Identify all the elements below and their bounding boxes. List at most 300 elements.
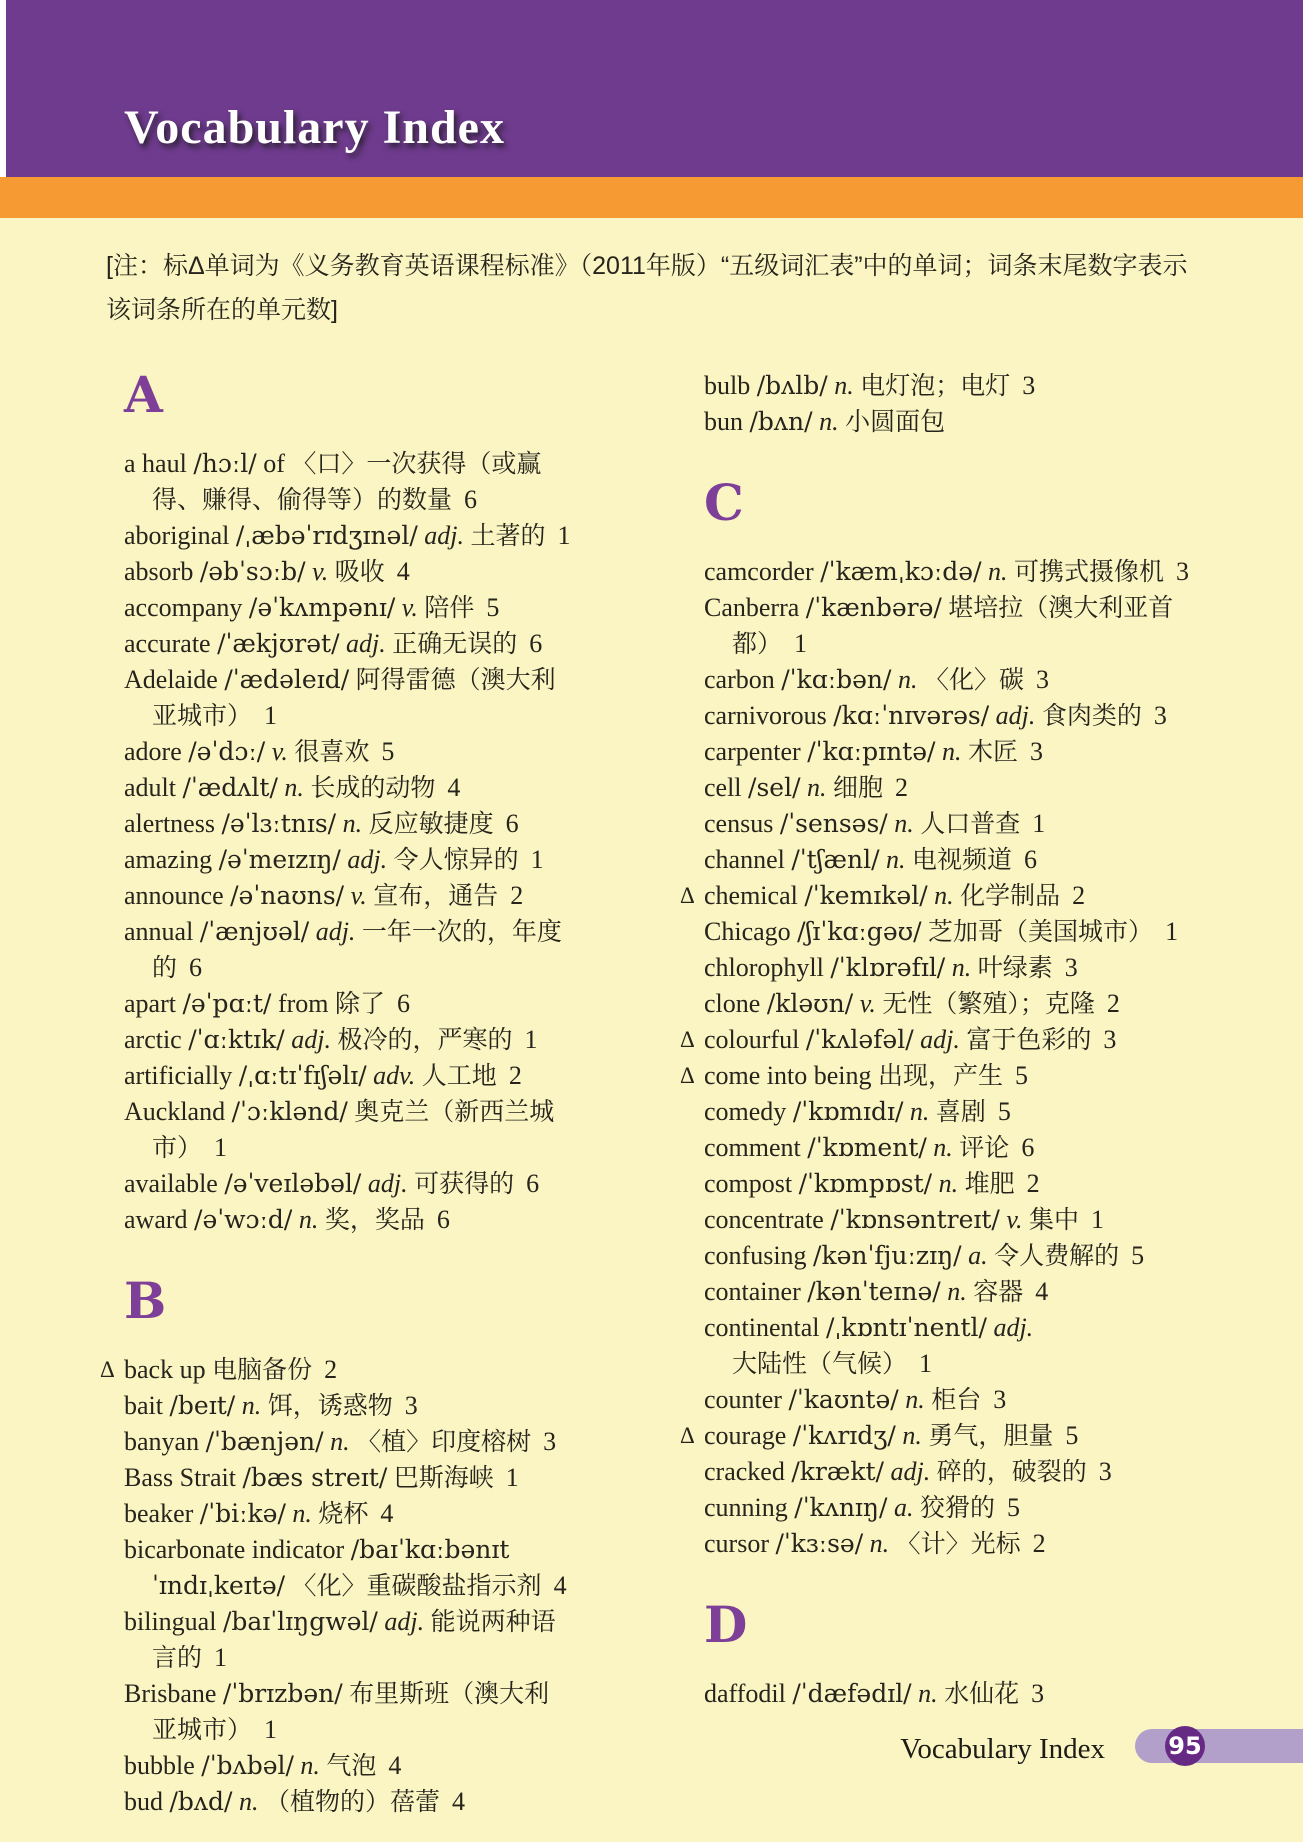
section-letter-D: D — [704, 1595, 748, 1654]
entry-word: cracked — [704, 1457, 785, 1486]
delta-marker: Δ — [100, 1357, 115, 1382]
delta-marker: Δ — [680, 1423, 695, 1448]
entry-word: amazing — [124, 845, 213, 874]
entry-word: beaker — [124, 1499, 194, 1528]
entry-word: counter — [704, 1385, 782, 1414]
entry-gloss: 陪伴 — [424, 593, 475, 622]
entry-pos: n. — [330, 1427, 350, 1456]
entry-ipa: /kənˈteɪnə/ — [807, 1277, 941, 1306]
entry-word: aboriginal — [124, 521, 230, 550]
vocab-entry — [704, 1094, 1209, 1130]
entry-pos: n. — [947, 1277, 967, 1306]
entry-ipa: /ˈbænjən/ — [205, 1427, 324, 1456]
vocab-entry — [124, 590, 572, 626]
entry-word: alertness — [124, 809, 215, 838]
delta-marker: Δ — [680, 883, 695, 908]
entry-word: bubble — [124, 1751, 195, 1780]
entry-word: absorb — [124, 557, 194, 586]
entry-word: available — [124, 1169, 218, 1198]
entry-word: Chicago — [704, 917, 791, 946]
entry-unit: 4 — [388, 1751, 402, 1780]
vocab-entry — [124, 1022, 572, 1058]
entry-gloss: 〈化〉重碳酸盐指示剂 — [291, 1571, 542, 1600]
entry-pos: n. — [938, 1169, 959, 1198]
vocab-entry — [124, 1424, 572, 1460]
entry-pos: v. — [859, 989, 876, 1018]
entry-ipa: /ˈædʌlt/ — [182, 773, 278, 802]
entry-word: clone — [704, 989, 761, 1018]
footer-label: Vocabulary Index — [900, 1733, 1105, 1765]
entry-unit: 4 — [447, 773, 461, 802]
entry-ipa: /ˌæbəˈrɪdʒɪnəl/ — [235, 521, 418, 550]
entry-pos: n. — [933, 1133, 953, 1162]
entry-gloss: 电灯泡；电灯 — [860, 371, 1011, 400]
entry-word: carbon — [704, 665, 775, 694]
entry-pos: adj. — [920, 1025, 960, 1054]
entry-pos: v. — [401, 593, 418, 622]
entry-word: bilingual — [124, 1607, 217, 1636]
entry-unit: 2 — [1106, 989, 1120, 1018]
entry-gloss: 烧杯 — [318, 1499, 369, 1528]
entry-pos: a. — [968, 1241, 988, 1270]
vocab-entry — [704, 1490, 1209, 1526]
page-number-pill — [1135, 1729, 1303, 1763]
entry-gloss: 评论 — [959, 1133, 1010, 1162]
entry-word: compost — [704, 1169, 793, 1198]
entry-list — [124, 446, 572, 1238]
entry-gloss: 容器 — [973, 1277, 1024, 1306]
entry-unit: 6 — [529, 629, 543, 658]
entry-unit: 1 — [214, 1133, 228, 1162]
entry-word: concentrate — [704, 1205, 824, 1234]
entry-unit: 2 — [1032, 1529, 1046, 1558]
entry-gloss: 令人费解的 — [994, 1241, 1120, 1270]
vocab-entry — [704, 698, 1209, 734]
entry-unit: 1 — [524, 1025, 538, 1054]
entry-pos: n. — [988, 557, 1008, 586]
entry-gloss: 极冷的，严寒的 — [337, 1025, 513, 1054]
entry-pos: adj. — [291, 1025, 331, 1054]
entry-word: artificially — [124, 1061, 233, 1090]
entry-word: colourful — [704, 1025, 800, 1054]
entry-word: accompany — [124, 593, 243, 622]
entry-unit: 3 — [1103, 1025, 1117, 1054]
entry-word: bud — [124, 1787, 163, 1816]
entry-word: daffodil — [704, 1679, 786, 1708]
entry-unit: 4 — [553, 1571, 567, 1600]
vocab-entry — [100, 1352, 572, 1388]
entry-ipa: /kləʊn/ — [766, 989, 854, 1018]
entry-word: Auckland — [124, 1097, 226, 1126]
orange-stripe — [0, 177, 1303, 218]
entry-pos: n. — [897, 665, 918, 694]
entry-pos: n. — [918, 1679, 938, 1708]
entry-ipa: /ˈkɑːbən/ — [781, 665, 892, 694]
entry-gloss: 〈化〉碳 — [923, 665, 1024, 694]
entry-gloss: 阿得雷德（澳大利亚城市） — [152, 665, 556, 730]
entry-word: bicarbonate indicator — [124, 1535, 345, 1564]
entry-gloss: 人口普查 — [920, 809, 1021, 838]
entry-list — [680, 554, 1209, 1562]
entry-gloss: 奥克兰（新西兰城市） — [152, 1097, 555, 1162]
entry-unit: 1 — [1090, 1205, 1104, 1234]
entry-unit: 3 — [1176, 557, 1190, 586]
vocab-entry — [124, 734, 572, 770]
column-right — [680, 368, 1209, 1712]
vocab-entry — [124, 1166, 572, 1202]
entry-gloss: 长成的动物 — [310, 773, 436, 802]
entry-pos: n. — [905, 1385, 925, 1414]
entry-pos: n. — [834, 371, 854, 400]
vocab-entry — [124, 446, 572, 518]
entry-unit: 6 — [189, 953, 203, 982]
entry-ipa: /ˈkʌləfəl/ — [805, 1025, 914, 1054]
entry-unit: 3 — [1022, 371, 1036, 400]
vocab-entry — [704, 1454, 1209, 1490]
entry-unit: 3 — [543, 1427, 557, 1456]
entry-ipa: /ˈkʌrɪdʒ/ — [792, 1421, 896, 1450]
entry-unit: 3 — [1153, 701, 1167, 730]
entry-gloss: 化学制品 — [960, 881, 1061, 910]
entry-tail: of — [263, 449, 285, 478]
entry-unit: 3 — [1035, 665, 1049, 694]
entry-unit: 2 — [510, 881, 524, 910]
entry-gloss: 芝加哥（美国城市） — [928, 917, 1154, 946]
vocab-entry — [124, 1094, 572, 1166]
entry-word: chlorophyll — [704, 953, 824, 982]
entry-gloss: 土著的 — [470, 521, 546, 550]
entry-ipa: /ʃɪˈkɑːgəʊ/ — [797, 917, 922, 946]
entry-pos: n. — [300, 1751, 320, 1780]
entry-unit: 5 — [997, 1097, 1011, 1126]
entry-ipa: /ˈbʌbəl/ — [201, 1751, 294, 1780]
entry-word: banyan — [124, 1427, 200, 1456]
entry-gloss: 〈植〉印度榕树 — [356, 1427, 532, 1456]
entry-unit: 1 — [557, 521, 571, 550]
entry-pos: adj. — [424, 521, 464, 550]
entry-pos: adj. — [995, 701, 1036, 730]
entry-unit: 5 — [1065, 1421, 1079, 1450]
entry-pos: n. — [807, 773, 827, 802]
entry-gloss: 宣布，通告 — [373, 881, 499, 910]
vocab-entry — [680, 1022, 1209, 1058]
vocab-entry — [124, 1676, 572, 1748]
vocab-entry — [124, 1460, 572, 1496]
entry-unit: 5 — [381, 737, 395, 766]
entry-gloss: 一年一次的，年度的 — [152, 917, 562, 982]
entry-ipa: /krækt/ — [791, 1457, 884, 1486]
vocab-entry — [704, 662, 1209, 698]
vocab-entry — [704, 842, 1209, 878]
entry-unit: 1 — [919, 1349, 933, 1378]
entry-unit: 5 — [1015, 1061, 1029, 1090]
entry-word: arctic — [124, 1025, 182, 1054]
entry-ipa: /ˈsensəs/ — [779, 809, 888, 838]
entry-ipa: /ˈkʌnɪŋ/ — [794, 1493, 888, 1522]
entry-unit: 4 — [396, 557, 410, 586]
entry-gloss: 食肉类的 — [1041, 701, 1142, 730]
entry-word: camcorder — [704, 557, 814, 586]
entry-unit: 6 — [526, 1169, 540, 1198]
entry-gloss: 勇气，胆量 — [928, 1421, 1054, 1450]
entry-word: courage — [704, 1421, 787, 1450]
entry-gloss: 喜剧 — [935, 1097, 986, 1126]
vocab-entry — [680, 1418, 1209, 1454]
entry-gloss: 可获得的 — [414, 1169, 515, 1198]
entry-ipa: /ˈɑːktɪk/ — [188, 1025, 285, 1054]
vocab-entry — [704, 368, 1209, 404]
entry-word: cursor — [704, 1529, 769, 1558]
entry-word: bulb — [704, 371, 751, 400]
entry-word: back up — [124, 1355, 206, 1384]
entry-gloss: 细胞 — [833, 773, 884, 802]
entry-gloss: 堆肥 — [964, 1169, 1015, 1198]
entry-word: adult — [124, 773, 176, 802]
entry-word: come into being — [704, 1061, 872, 1090]
entry-ipa: /ˈkɑːpɪntə/ — [807, 737, 936, 766]
entry-pos: adv. — [373, 1061, 416, 1090]
entry-ipa: /ˈtʃænl/ — [791, 845, 880, 874]
entry-ipa: /əˈveɪləbəl/ — [224, 1169, 362, 1198]
entry-unit: 3 — [404, 1391, 418, 1420]
entry-ipa: /ˈænjʊəl/ — [199, 917, 310, 946]
entry-gloss: 狡猾的 — [919, 1493, 995, 1522]
entry-list — [704, 368, 1209, 440]
entry-gloss: 水仙花 — [944, 1679, 1020, 1708]
entry-gloss: 巴斯海峡 — [393, 1463, 494, 1492]
entry-ipa: /ˈkɒment/ — [807, 1133, 927, 1162]
entry-gloss: 堪培拉（澳大利亚首都） — [732, 593, 1174, 658]
entry-gloss: 奖，奖品 — [324, 1205, 425, 1234]
vocab-entry — [704, 986, 1209, 1022]
entry-word: container — [704, 1277, 801, 1306]
entry-unit: 2 — [1026, 1169, 1040, 1198]
entry-pos: adj. — [890, 1457, 931, 1486]
entry-word: Canberra — [704, 593, 800, 622]
entry-pos: n. — [886, 845, 906, 874]
entry-ipa: /ˈkɒnsəntreɪt/ — [830, 1205, 1000, 1234]
entry-ipa: /ˈædəleɪd/ — [224, 665, 350, 694]
entry-pos: a. — [893, 1493, 914, 1522]
entry-word: carpenter — [704, 737, 801, 766]
entry-word: Adelaide — [124, 665, 218, 694]
entry-word: confusing — [704, 1241, 807, 1270]
entry-unit: 3 — [1098, 1457, 1112, 1486]
vocab-entry — [124, 1388, 572, 1424]
entry-word: comment — [704, 1133, 801, 1162]
entry-gloss: 柜台 — [931, 1385, 982, 1414]
vocab-entry — [124, 1784, 572, 1820]
entry-gloss: 能说两种语言的 — [152, 1607, 556, 1672]
entry-word: bait — [124, 1391, 163, 1420]
entry-gloss: 〈口〉一次获得（或赢得、赚得、偷得等）的数量 — [152, 449, 542, 514]
vocab-entry — [124, 1496, 572, 1532]
delta-marker: Δ — [680, 1063, 695, 1088]
entry-unit: 4 — [1035, 1277, 1049, 1306]
entry-unit: 3 — [993, 1385, 1007, 1414]
entry-word: Brisbane — [124, 1679, 217, 1708]
vocab-entry — [704, 1238, 1209, 1274]
entry-gloss: 布里斯班（澳大利亚城市） — [152, 1679, 550, 1744]
entry-gloss: 很喜欢 — [294, 737, 370, 766]
entry-unit: 1 — [530, 845, 544, 874]
entry-ipa: /beɪt/ — [169, 1391, 236, 1420]
vocab-entry — [704, 914, 1209, 950]
entry-unit: 1 — [264, 1715, 278, 1744]
page-title: Vocabulary Index — [124, 101, 505, 154]
entry-unit: 3 — [1031, 1679, 1045, 1708]
entry-pos: n. — [902, 1421, 922, 1450]
entry-unit: 2 — [895, 773, 909, 802]
entry-ipa: /əˈkʌmpənɪ/ — [248, 593, 396, 622]
entry-ipa: /bʌlb/ — [756, 371, 828, 400]
vocab-entry — [124, 770, 572, 806]
entry-ipa: /baɪˈkɑːbənɪt ˈɪndɪˌkeɪtə/ — [152, 1535, 510, 1600]
entry-unit: 3 — [1029, 737, 1043, 766]
entry-list — [704, 1676, 1209, 1712]
entry-gloss: 大陆性（气候） — [732, 1349, 908, 1378]
entry-pos: adj. — [347, 845, 388, 874]
entry-gloss: 除了 — [335, 989, 386, 1018]
vocab-entry — [704, 1166, 1209, 1202]
entry-gloss: 木匠 — [967, 737, 1018, 766]
vocab-entry — [704, 1274, 1209, 1310]
entry-word: adore — [124, 737, 182, 766]
vocab-entry — [704, 734, 1209, 770]
entry-unit: 5 — [1006, 1493, 1020, 1522]
entry-ipa: /kənˈfjuːzɪŋ/ — [813, 1241, 962, 1270]
entry-pos: v. — [312, 557, 329, 586]
entry-ipa: /sel/ — [748, 773, 801, 802]
entry-gloss: 正确无误的 — [392, 629, 518, 658]
section-letter-A: A — [124, 365, 163, 424]
entry-pos: v. — [271, 737, 288, 766]
vocab-entry — [124, 662, 572, 734]
entry-pos: n. — [298, 1205, 319, 1234]
entry-ipa: /ˈkɒmɪdɪ/ — [792, 1097, 904, 1126]
entry-unit: 6 — [464, 485, 478, 514]
entry-ipa: /ˈkɜːsə/ — [775, 1529, 864, 1558]
entry-word: cunning — [704, 1493, 788, 1522]
entry-unit: 6 — [1021, 1133, 1035, 1162]
page-number: 95 — [1165, 1726, 1205, 1766]
entry-gloss: 饵，诱惑物 — [267, 1391, 393, 1420]
entry-word: apart — [124, 989, 176, 1018]
entry-ipa: /ˈkæmˌkɔːdə/ — [820, 557, 982, 586]
entry-pos: adj. — [346, 629, 386, 658]
section-letter-C: C — [704, 473, 744, 532]
entry-pos: n. — [284, 773, 304, 802]
vocab-entry — [124, 1532, 572, 1604]
entry-gloss: 富于色彩的 — [966, 1025, 1092, 1054]
entry-ipa: /kɑːˈnɪvərəs/ — [833, 701, 990, 730]
vocab-entry — [704, 590, 1209, 662]
vocab-entry — [124, 914, 572, 986]
entry-word: carnivorous — [704, 701, 827, 730]
vocab-entry — [124, 554, 572, 590]
entry-pos: n. — [909, 1097, 930, 1126]
entry-ipa: /əˈdɔː/ — [188, 737, 266, 766]
vocab-entry — [704, 1130, 1209, 1166]
vocab-entry — [124, 518, 572, 554]
entry-pos: n. — [342, 809, 363, 838]
entry-unit: 1 — [1032, 809, 1046, 838]
entry-word: annual — [124, 917, 194, 946]
entry-pos: n. — [819, 407, 839, 436]
entry-ipa: /ˈkaʊntə/ — [788, 1385, 899, 1414]
entry-ipa: /ˈkænbərə/ — [805, 593, 942, 622]
entry-unit: 1 — [505, 1463, 519, 1492]
entry-pos: n. — [238, 1787, 259, 1816]
entry-word: accurate — [124, 629, 211, 658]
entry-pos: adj. — [367, 1169, 408, 1198]
vocab-entry — [680, 1058, 1209, 1094]
vocab-entry — [124, 1058, 572, 1094]
entry-unit: 5 — [1131, 1241, 1145, 1270]
entry-ipa: /ˈækjʊrət/ — [217, 629, 340, 658]
header-band — [0, 0, 1303, 177]
section-letter-B: B — [124, 1271, 167, 1330]
vocab-columns — [0, 365, 1303, 1820]
entry-pos: n. — [934, 881, 954, 910]
entry-ipa: /əˈlɜːtnɪs/ — [221, 809, 337, 838]
entry-ipa: /əˈnaʊns/ — [230, 881, 345, 910]
vocab-entry — [680, 878, 1209, 914]
note-text: [注：标Δ单词为《义务教育英语课程标准》（2011年版）“五级词汇表”中的单词；词条末尾数字表示该词条所在的单元数] — [106, 252, 1188, 324]
entry-unit: 6 — [505, 809, 519, 838]
vocab-entry — [704, 1526, 1209, 1562]
entry-ipa: /əˈwɔːd/ — [194, 1205, 293, 1234]
entry-gloss: 小圆面包 — [845, 407, 946, 436]
vocab-entry — [704, 1676, 1209, 1712]
entry-gloss: 令人惊异的 — [393, 845, 519, 874]
vocab-entry — [704, 806, 1209, 842]
entry-gloss: （植物的）蓓蕾 — [264, 1787, 440, 1816]
entry-gloss: 反应敏捷度 — [368, 809, 494, 838]
entry-pos: n. — [869, 1529, 890, 1558]
entry-ipa: /ˈklɒrəfɪl/ — [830, 953, 946, 982]
entry-ipa: /ˌkɒntɪˈnentl/ — [826, 1313, 987, 1342]
entry-word: channel — [704, 845, 785, 874]
entry-gloss: 吸收 — [334, 557, 385, 586]
delta-marker: Δ — [680, 1027, 695, 1052]
entry-pos: adj. — [384, 1607, 425, 1636]
vocab-entry — [124, 842, 572, 878]
entry-ipa: /baɪˈlɪŋgwəl/ — [222, 1607, 378, 1636]
entry-pos: n. — [951, 953, 972, 982]
entry-word: cell — [704, 773, 742, 802]
entry-unit: 2 — [324, 1355, 338, 1384]
entry-unit: 2 — [1072, 881, 1086, 910]
entry-word: bun — [704, 407, 743, 436]
vocab-entry — [704, 1382, 1209, 1418]
entry-gloss: 可携式摄像机 — [1014, 557, 1165, 586]
entry-pos: adj. — [993, 1313, 1034, 1342]
entry-ipa: /bʌn/ — [749, 407, 813, 436]
entry-ipa: /əˈpɑːt/ — [182, 989, 272, 1018]
entry-unit: 6 — [1024, 845, 1038, 874]
vocab-entry — [704, 554, 1209, 590]
entry-ipa: /bæs streɪt/ — [242, 1463, 388, 1492]
entry-unit: 4 — [452, 1787, 465, 1816]
vocab-entry — [124, 1748, 572, 1784]
entry-gloss: 碎的，破裂的 — [936, 1457, 1087, 1486]
vocab-entry — [124, 806, 572, 842]
vocab-entry — [704, 1310, 1209, 1382]
entry-unit: 3 — [1064, 953, 1078, 982]
entry-ipa: /ˈbiːkə/ — [199, 1499, 286, 1528]
vocab-entry — [704, 404, 1209, 440]
